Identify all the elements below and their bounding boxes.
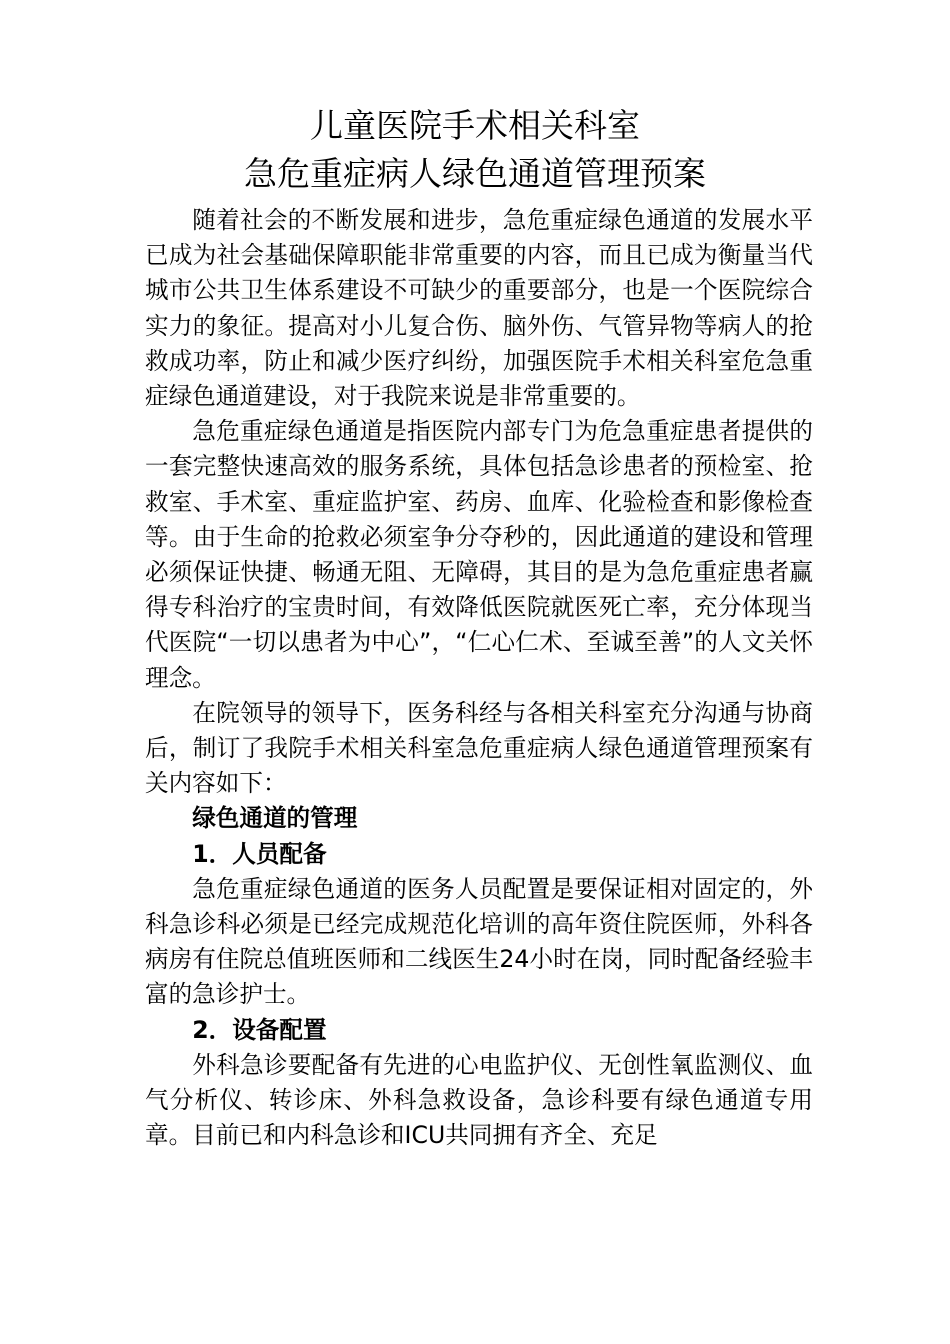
equipment-paragraph: 外科急诊要配备有先进的心电监护仪、无创性氧监测仪、血气分析仪、转诊床、外科急救设备，急诊科要有绿色通道专用章。目前已和内科急诊和ICU共同拥有齐全、充足 <box>145 1050 813 1150</box>
document-body <box>145 203 813 1153</box>
section-heading-management: 绿色通道的管理 <box>192 804 358 833</box>
document-title-line-2: 急危重症病人绿色通道管理预案 <box>244 154 706 193</box>
staffing-paragraph: 急危重症绿色通道的医务人员配置是要保证相对固定的，外科急诊科必须是已经完成规范化培训的高年资住院医师，外科各病房有住院总值班医师和二线医生24小时在岗，同时配备经验丰富的急诊护士。 <box>145 874 813 1009</box>
definition-paragraph: 急危重症绿色通道是指医院内部专门为危急重症患者提供的一套完整快速高效的服务系统，具体包括急诊患者的预检室、抢救室、手术室、重症监护室、药房、血库、化验检查和影像检查等。由于生命的抢救必须室争分夺秒的，因此通道的建设和管理必须保证快捷、畅通无阻、无障碍，其目的是为急危重症患者赢得专科治疗的宝贵时间，有效降低医院就医死亡率，充分体现当代医院“一切以患者为中心”，“仁心仁术、至诚至善”的人文关怀理念。 <box>145 417 813 692</box>
intro-paragraph: 随着社会的不断发展和进步，急危重症绿色通道的发展水平已成为社会基础保障职能非常重要的内容，而且已成为衡量当代城市公共卫生体系建设不可缺少的重要部分，也是一个医院综合实力的象征。提高对小儿复合伤、脑外伤、气管异物等病人的抢救成功率，防止和减少医疗纠纷，加强医院手术相关科室危急重症绿色通道建设，对于我院来说是非常重要的。 <box>145 206 813 411</box>
subsection-heading-staffing: 1．人员配备 <box>192 839 327 868</box>
subsection-heading-equipment: 2．设备配置 <box>192 1015 327 1044</box>
preamble-paragraph: 在院领导的领导下，医务科经与各相关科室充分沟通与协商后，制订了我院手术相关科室急危重症病人绿色通道管理预案有关内容如下： <box>145 698 813 798</box>
document-title-line-1: 儿童医院手术相关科室 <box>310 106 640 145</box>
